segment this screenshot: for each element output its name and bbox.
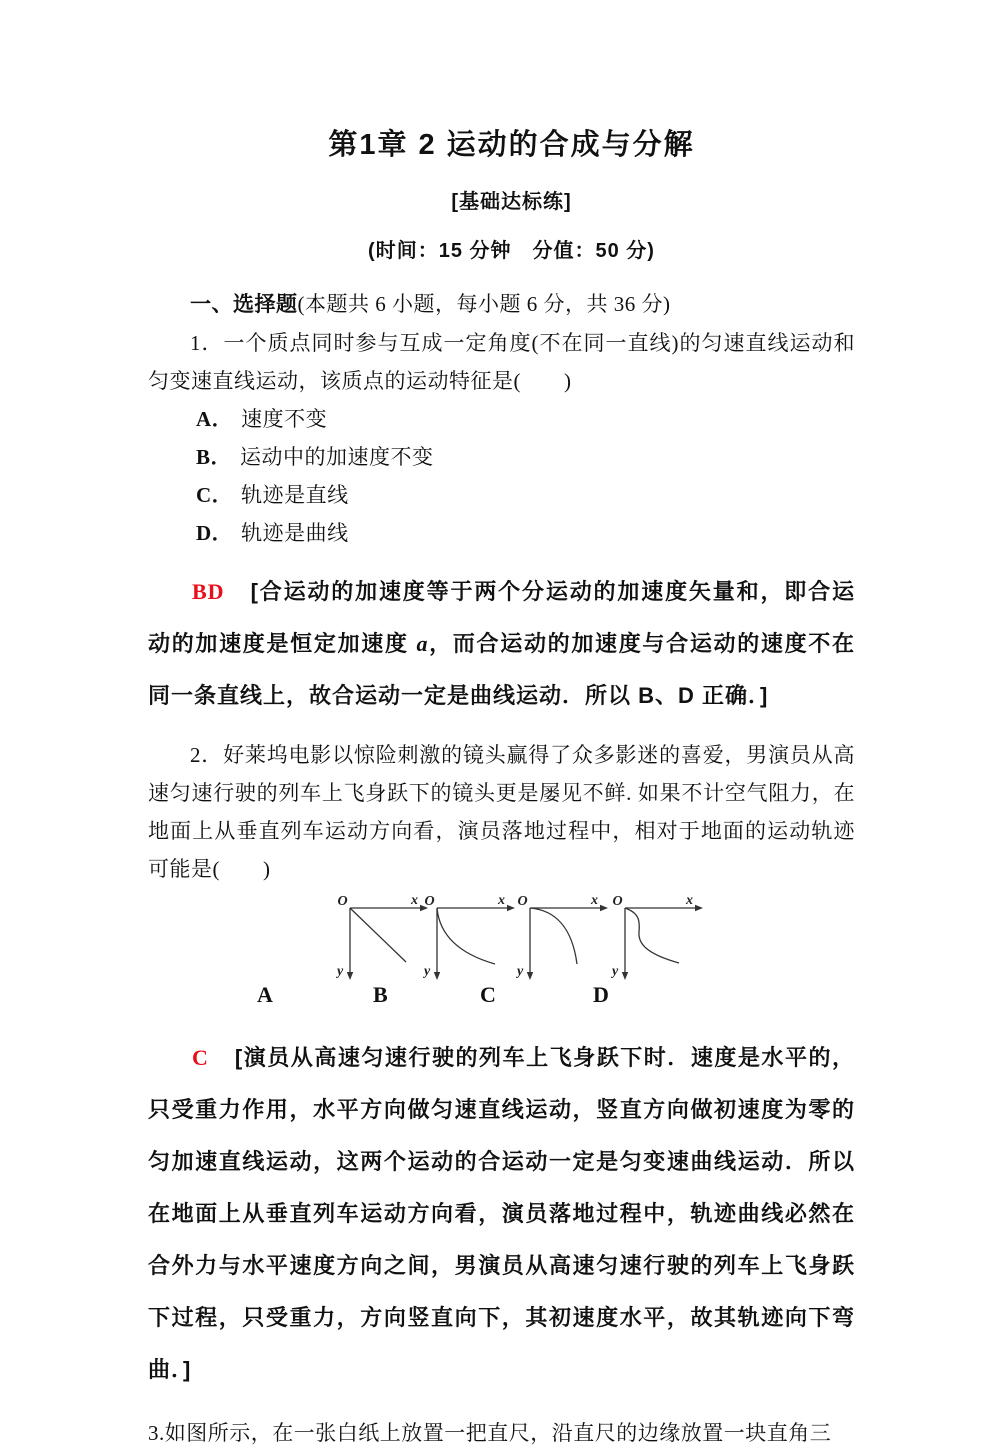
origin-label: O [612,894,623,909]
y-axis-arrow [434,972,440,980]
page-title: 第1章 2 运动的合成与分解 [328,129,695,161]
option-a-text: 速度不变 [241,407,328,431]
answer-1-text-post: ，而合运动的加速度与合运动的速度不在同一条直线上，故合运动一定是曲线运动．所以 B、D 正确．] [148,631,855,708]
answer-2-text: [演员从高速匀速行驶的列车上飞身跃下时．速度是水平的，只受重力作用，水平方向做匀速直线运动，竖直方向做初速度为零的匀加速直线运动，这两个运动的合运动一定是匀变速曲线运动．所以在地面上从垂直列车运动方向看，演员落地过程中，轨迹曲线必然在合外力与水平速度方向之间，男演员从高速匀速行驶的列车上飞身跃下过程，只受重力，方向竖直向下，其初速度水平，故其轨迹向下弯曲．] [148,1045,855,1382]
trajectory-curve-straight [350,908,406,962]
y-axis-label: y [424,964,431,979]
option-d-label: D． [196,521,234,545]
x-axis-arrow [600,905,608,911]
figure-label-b: B [373,982,388,1007]
question-1-options [148,400,855,552]
question-2-text: 2．好莱坞电影以惊险刺激的镜头赢得了众多影迷的喜爱，男演员从高速匀速行驶的列车上飞身跃下的镜头更是屡见不鲜. 如果不计空气阻力，在地面上从垂直列车运动方向看，演员落地过程中，相对于地面的运动轨迹可能是( ) [148,743,855,881]
x-axis-label: x [591,893,598,908]
section-heading-bold: 一、选择题 [190,293,298,316]
y-axis-arrow [622,972,628,980]
trajectory-diagram-a [336,892,431,984]
option-d [148,514,855,552]
x-axis-arrow [507,905,515,911]
trajectory-curve-s-shape [625,908,679,963]
x-axis-label: x [411,893,418,908]
answer-2-explanation [148,1032,855,1396]
option-b-label: B． [196,445,233,469]
answer-1-explanation [148,566,855,722]
x-axis-label: x [498,893,505,908]
figure-label-d: D [593,982,609,1007]
time-score-line: (时间：15 分钟 分值：50 分) [368,240,655,262]
option-c-text: 轨迹是直线 [241,483,349,507]
answer-1-text-pre: [合运动的加速度等于两个分运动的加速度矢量和，即合运动的加速度是恒定加速度 [148,579,855,656]
x-axis-label: x [686,893,693,908]
option-b-text: 运动中的加速度不变 [240,445,434,469]
option-a-label: A． [196,407,234,431]
trajectory-curve-convex [530,908,577,964]
section-heading-rest: (本题共 6 小题，每小题 6 分，共 36 分) [297,292,671,316]
trajectory-diagram-c [516,892,611,984]
trajectory-diagram-d [611,892,706,984]
origin-label: O [337,894,348,909]
question-2-figure [148,892,855,1012]
option-a [148,400,855,438]
option-c [148,476,855,514]
section-heading [148,285,855,324]
y-axis-label: y [517,964,524,979]
y-axis-arrow [347,972,353,980]
trajectory-curve-concave [437,908,495,964]
origin-label: O [424,894,435,909]
trajectory-diagram-b [423,892,518,984]
practice-subtitle: [基础达标练] [451,191,572,213]
y-axis-label: y [612,964,619,979]
option-b [148,438,855,476]
figure-label-a: A [257,982,273,1007]
question-1-text: 1．一个质点同时参与互成一定角度(不在同一直线)的匀速直线运动和匀变速直线运动，该质点的运动特征是( ) [148,331,855,393]
variable-a: a [416,631,429,656]
figure-label-c: C [480,982,496,1007]
y-axis-arrow [527,972,533,980]
y-axis-label: y [337,964,344,979]
question-3-text: 3.如图所示，在一张白纸上放置一把直尺，沿直尺的边缘放置一块直角三 [148,1421,832,1445]
origin-label: O [517,894,528,909]
answer-1-letters: BD [192,579,225,604]
x-axis-arrow [695,905,703,911]
answer-2-letter: C [192,1045,209,1070]
option-d-text: 轨迹是曲线 [241,521,349,545]
option-c-label: C． [196,483,234,507]
